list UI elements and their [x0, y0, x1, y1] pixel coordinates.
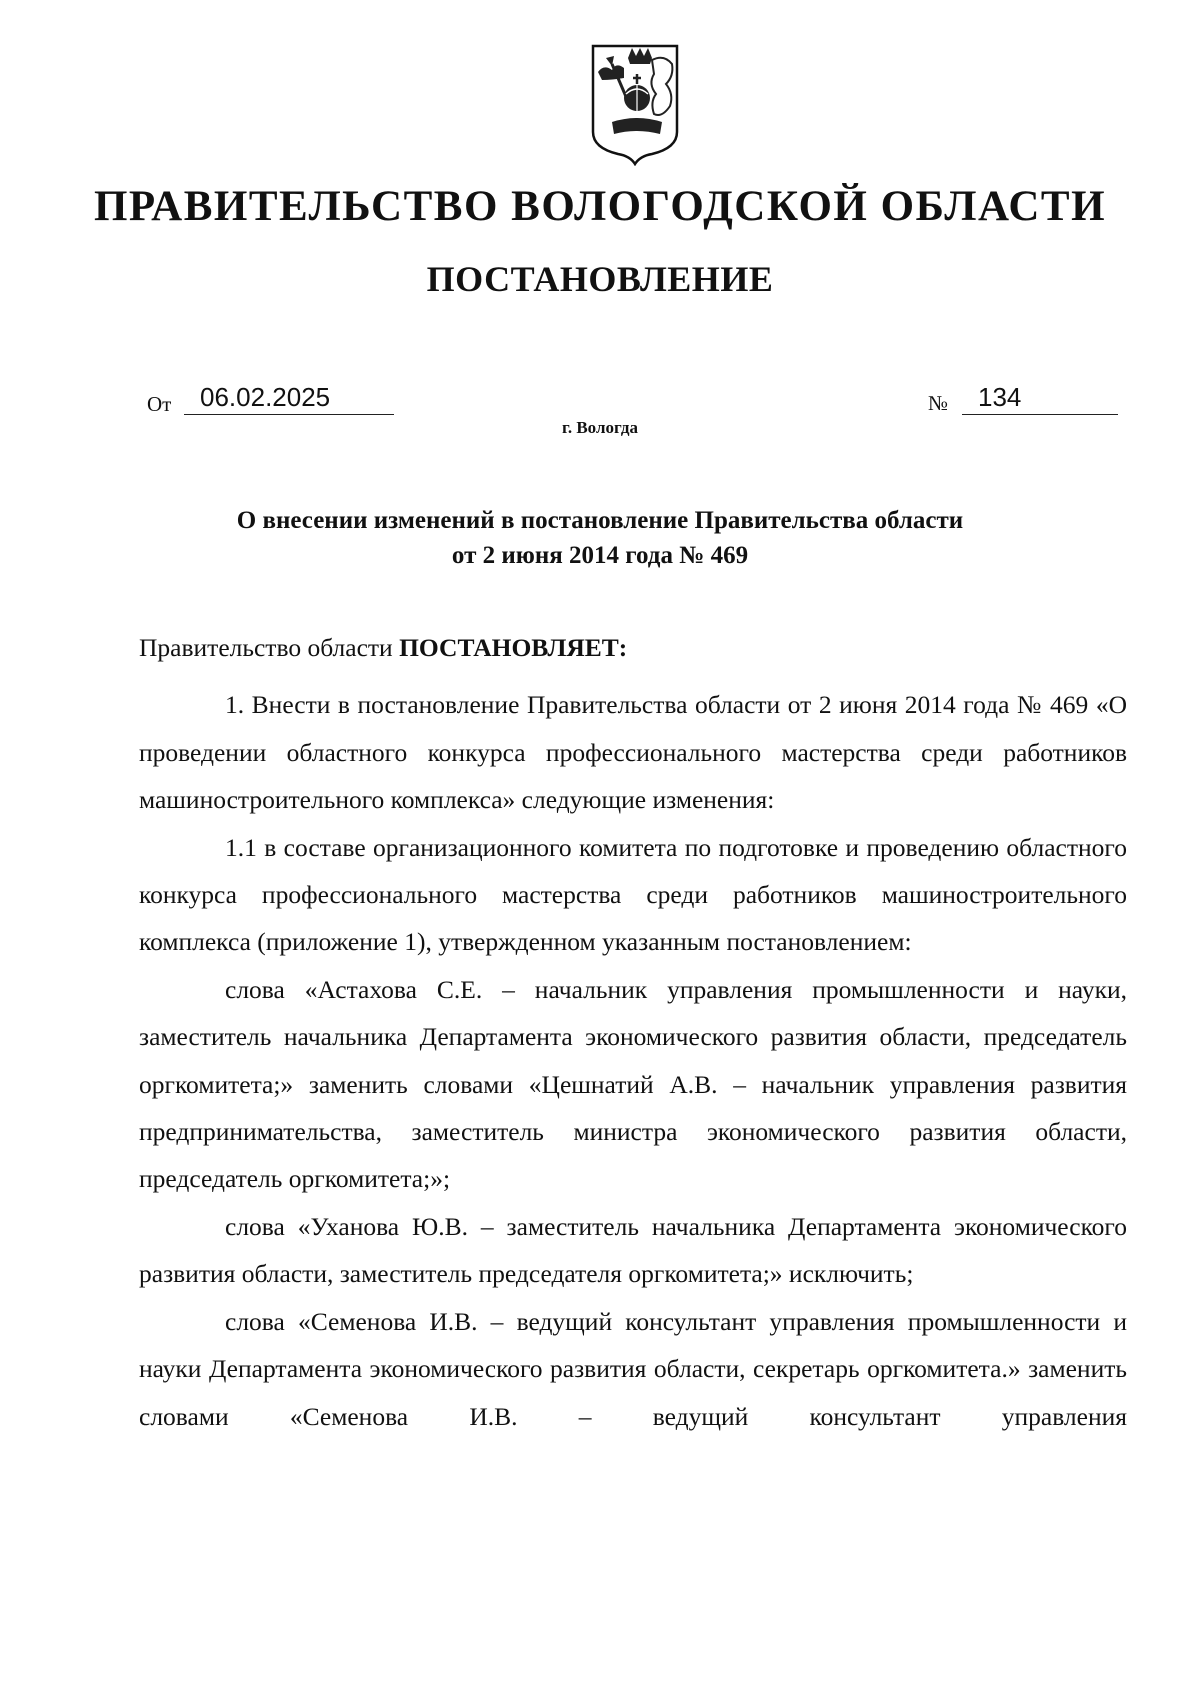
- date-prefix-label: От: [147, 392, 172, 416]
- document-date: 06.02.2025: [184, 382, 394, 415]
- paragraph-1-1: 1.1 в составе организационного комитета по подготовке и проведению областного конкурса профессионального мастерства среди работников машиностроительного комплекса (приложение 1), утвержденном указанным постановлением:: [139, 832, 1127, 957]
- paragraph-astakhova: слова «Астахова С.Е. – начальник управления промышленности и науки, заместитель начальника Департамента экономического развития области, председатель оргкомитета;» заменить словами «Цешнатий А.В. – начальник управления развития предпринимательства, заместитель министра экономического развития области, председатель оргкомитета;»;: [139, 974, 1127, 1194]
- subject-line-1: О внесении изменений в постановление Правительства области: [236, 507, 964, 534]
- lead-text: Правительство области: [139, 633, 400, 662]
- document-body: [139, 624, 1127, 1440]
- subject-line-2: от 2 июня 2014 года № 469: [451, 542, 749, 569]
- document-type: ПОСТАНОВЛЕНИЕ: [426, 259, 774, 299]
- paragraph-ukhanova: слова «Уханова Ю.В. – заместитель начальника Департамента экономического развития области, заместитель председателя оргкомитета;» исключить;: [139, 1211, 1127, 1289]
- number-prefix-label: №: [928, 391, 949, 415]
- coat-of-arms-emblem: [590, 44, 680, 166]
- government-title: ПРАВИТЕЛЬСТВО ВОЛОГОДСКОЙ ОБЛАСТИ: [93, 183, 1107, 230]
- paragraph-1: 1. Внести в постановление Правительства области от 2 июня 2014 года № 469 «О проведении областного конкурса профессионального мастерства среди работников машиностроительного комплекса» следующие изменения:: [139, 690, 1127, 815]
- document-subject: [0, 503, 1200, 573]
- lead-bold: ПОСТАНОВЛЯЕТ: [399, 633, 619, 662]
- lead-suffix: :: [618, 633, 628, 662]
- paragraph-semenova: слова «Семенова И.В. – ведущий консультант управления промышленности и науки Департамента экономического развития области, секретарь оргкомитета.» заменить словами «Семенова И.В. – ведущий консультант управления: [139, 1306, 1127, 1431]
- city-label: г. Вологда: [562, 418, 638, 437]
- date-number-row: [147, 382, 1123, 422]
- resolution-lead: [139, 624, 1127, 671]
- document-number: 134: [962, 382, 1118, 415]
